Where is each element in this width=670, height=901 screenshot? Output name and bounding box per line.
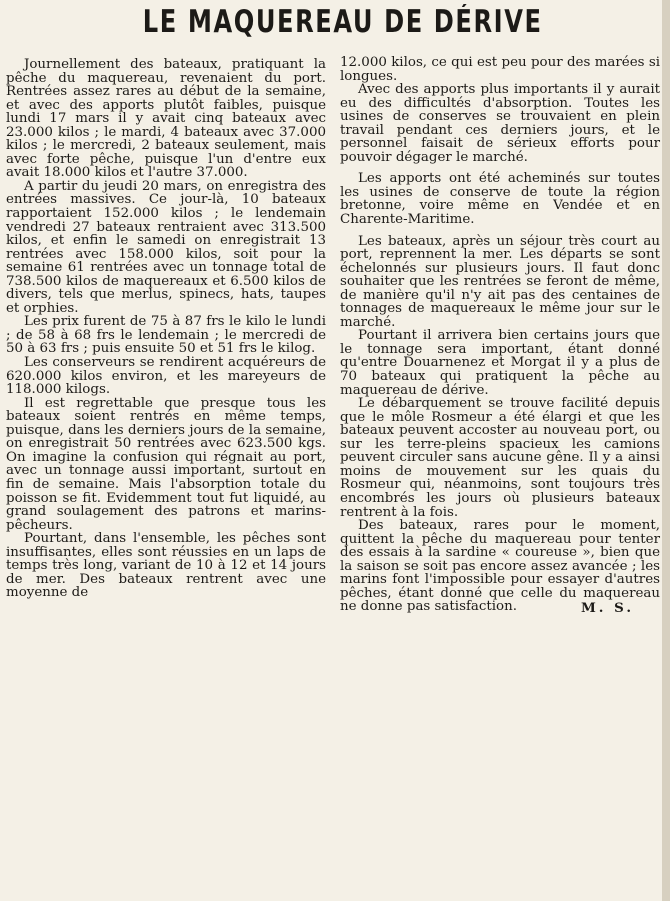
paragraph: Les prix furent de 75 à 87 frs le kilo le lundi ; de 58 à 68 frs le lendemain ; le mercredi de 50 à 63 frs ; puis ensuite 50 et 51 frs le kilog. <box>6 314 326 357</box>
paragraph: Le débarquement se trouve facilité depuis que le môle Rosmeur a été élargi et que les bateaux peuvent accoster au nouveau port, ou sur les terre-pleins spacieux les camions peuvent circuler sans aucune gêne. Il y a ainsi moins de mouvement sur les quais du Rosmeur qui, néanmoins, sont toujours très encombrés les jours où plusieurs bateaux rentrent à la fois. <box>340 396 660 520</box>
paragraph: Les apports ont été acheminés sur toutes les usines de conserve de toute la région bretonne, voire même en Vendée et en Charente-Maritime. <box>340 171 660 228</box>
paragraph: Les conserveurs se rendirent acquéreurs de 620.000 kilos environ, et les mareyeurs de 118.000 kilogs. <box>6 355 326 398</box>
page-edge <box>662 0 670 901</box>
headline: LE MAQUEREAU DE DÉRIVE <box>142 4 543 40</box>
paragraph: Journellement des bateaux, pratiquant la pêche du maquereau, revenaient du port. Rentrées assez rares au début de la semaine, et avec des apports plutôt faibles, puisque lundi 17 mars il y avait cinq bateaux avec 23.000 kilos ; le mardi, 4 bateaux avec 37.000 kilos ; le mercredi, 2 bateaux seulement, mais avec forte pêche, puisque l'un d'entre eux avait 18.000 kilos et l'autre 37.000. <box>6 57 326 181</box>
paragraph: Des bateaux, rares pour le moment, quittent la pêche du maquereau pour tenter des essais à la sardine « coureuse », bien que la saison se soit pas encore assez avancée ; les marins font l'impossible pour essayer d'autres pêches, étant donné que celle du maquereau ne donne pas satisfaction. <box>340 518 660 615</box>
paragraph: 12.000 kilos, ce qui est peu pour des marées si longues. <box>340 55 660 84</box>
paragraph: Pourtant il arrivera bien certains jours que le tonnage sera important, étant donné qu'entre Douarnenez et Morgat il y a plus de 70 bateaux qui pratiquent la pêche au maquereau de dérive. <box>340 328 660 398</box>
paragraph: A partir du jeudi 20 mars, on enregistra des entrées massives. Ce jour-là, 10 bateaux rapportaient 152.000 kilos ; le lendemain vendredi 27 bateaux rentraient avec 313.500 kilos, et enfin le samedi on enregistrait 13 rentrées avec 158.000 kilos, soit pour la semaine 61 rentrées avec un tonnage total de 738.500 kilos de maquereaux et 6.500 kilos de divers, tels que merlus, spinecs, hats, taupes et orphies. <box>6 178 326 316</box>
paragraph: Avec des apports plus importants il y aurait eu des difficultés d'absorption. Toutes les usines de conserves se trouvaient en plein travail pendant ces derniers jours, et le personnel faisait de sérieux efforts pour pouvoir dégager le marché. <box>340 82 660 165</box>
paragraph: Il est regrettable que presque tous les bateaux soient rentrés en même temps, puisque, dans les derniers jours de la semaine, on enregistrait 50 rentrées avec 623.500 kgs. On imagine la confusion qui régnait au port, avec un tonnage aussi important, surtout en fin de semaine. Mais l'absorption totale du poisson se fit. Evidemment tout fut liquidé, au grand soulagement des patrons et marins-pêcheurs. <box>6 395 326 533</box>
paragraph: Pourtant, dans l'ensemble, les pêches sont insuffisantes, elles sont réussies en un laps de temps très long, variant de 10 à 12 et 14 jours de mer. Des bateaux rentrent avec une moyenne de <box>6 531 326 601</box>
right-column <box>340 56 660 615</box>
left-column <box>6 58 326 600</box>
paragraph: Les bateaux, après un séjour très court au port, reprennent la mer. Les départs se sont échelonnés sur plusieurs jours. Il faut donc souhaiter que les rentrées se feront de même, de manière qu'il n'y ait pas des centaines de tonnages de maquereaux le même jour sur le marché. <box>340 233 660 330</box>
author-signature: M. S. <box>580 599 634 616</box>
